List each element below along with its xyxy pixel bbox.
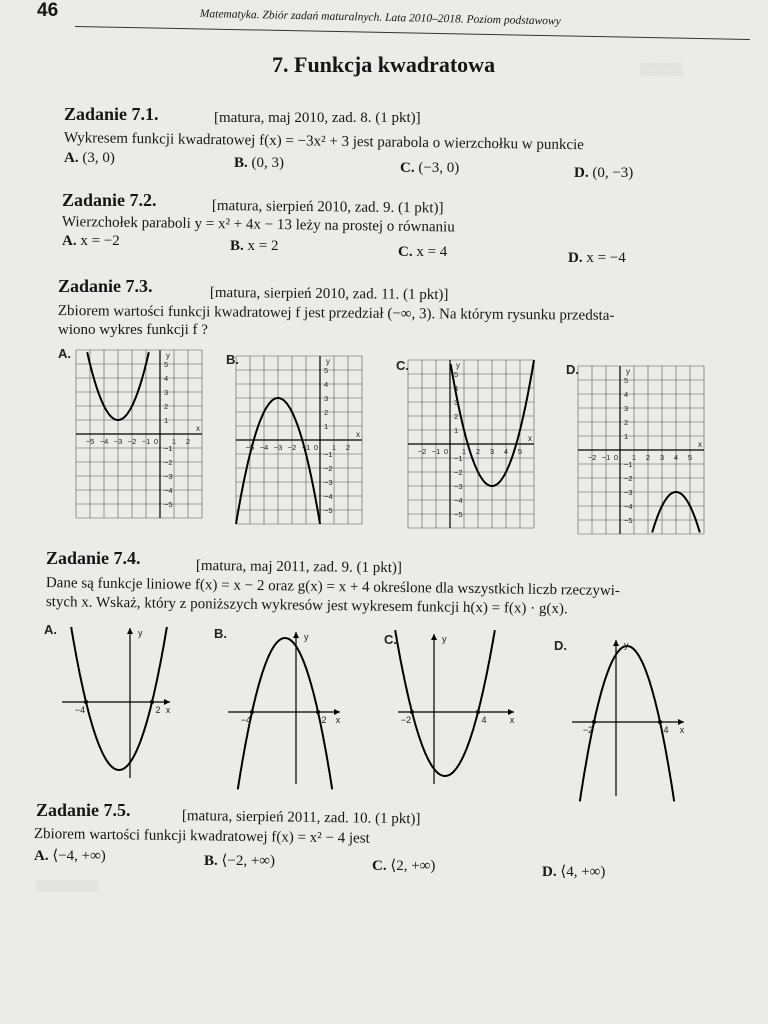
graph-letter: C.: [396, 358, 409, 373]
y-tick-label: 4: [454, 384, 459, 393]
x-tick-label: −2: [587, 453, 597, 462]
bleed-through-text-bottom: ▒▒▒▒▒▒▒▒: [36, 880, 99, 892]
y-tick-label: 3: [624, 404, 629, 413]
y-tick-label: −3: [454, 482, 463, 491]
y-tick-label: 5: [164, 360, 169, 369]
y-tick-label: −1: [164, 444, 173, 453]
x-tick-label: −3: [273, 443, 283, 452]
y-tick-label: −2: [324, 464, 333, 473]
root-label: −4: [74, 705, 86, 715]
x-axis-label: x: [335, 715, 341, 725]
y-axis-label: y: [456, 361, 460, 370]
x-tick-label: −1: [141, 437, 151, 446]
y-axis-label: y: [304, 632, 309, 642]
root-label: −2: [400, 715, 412, 725]
task-7-1-answer-c: C. (−3, 0): [400, 160, 460, 176]
task-7-3-source: [matura, sierpień 2010, zad. 11. (1 pkt)]: [209, 285, 449, 304]
y-tick-label: 2: [624, 418, 629, 427]
y-tick-label: 5: [324, 366, 329, 375]
graph-letter: B.: [214, 626, 227, 641]
task-7-3-text-line1: Zbiorem wartości funkcji kwadratowej f jest przedział (−∞, 3). Na którym rysunku przedsta-: [57, 303, 615, 324]
y-tick-label: 2: [324, 408, 329, 417]
task-7-1-answer-d: D. (0, −3): [574, 165, 634, 181]
y-tick-label: 1: [324, 422, 329, 431]
task-7-5-text: Zbiorem wartości funkcji kwadratowej f(x) = x² − 4 jest: [33, 826, 370, 847]
page-number: 46: [37, 0, 59, 21]
root-marker: [316, 710, 320, 714]
y-tick-label: −1: [454, 454, 463, 463]
root-marker: [410, 710, 414, 714]
x-tick-label: 2: [185, 437, 191, 446]
root-label: 2: [321, 715, 327, 725]
y-tick-label: −4: [454, 496, 463, 505]
y-axis-label: y: [166, 351, 170, 360]
y-tick-label: −5: [164, 500, 173, 509]
y-tick-label: −4: [624, 502, 633, 511]
x-axis-label: x: [509, 715, 515, 725]
graph-letter: C.: [384, 632, 397, 647]
x-tick-label: −4: [99, 437, 109, 446]
graph-7-4-c: [384, 630, 515, 784]
y-tick-label: −4: [164, 486, 173, 495]
task-7-1-title: Zadanie 7.1.: [64, 104, 159, 124]
task-7-1-text: Wykresem funkcji kwadratowej f(x) = −3x² + 3 jest parabola o wierzchołku w punkcie: [63, 130, 585, 154]
y-axis-arrow: [293, 632, 299, 638]
y-axis-arrow: [613, 640, 619, 646]
y-axis-label: y: [326, 357, 330, 366]
x-axis-label: x: [698, 440, 702, 449]
root-marker: [250, 710, 254, 714]
x-axis-label: x: [528, 434, 532, 443]
y-axis-label: y: [442, 634, 447, 644]
y-tick-label: 2: [164, 402, 169, 411]
y-tick-label: 1: [164, 416, 169, 425]
task-7-1-answer-a: A. (3, 0): [64, 150, 115, 166]
root-label: −2: [582, 725, 594, 735]
y-tick-label: 1: [454, 426, 459, 435]
y-tick-label: −3: [164, 472, 173, 481]
x-axis-label: x: [165, 705, 171, 715]
task-7-5-answer-d: D. ⟨4, +∞): [542, 864, 606, 880]
x-tick-label: 4: [673, 453, 679, 462]
root-marker: [592, 720, 596, 724]
y-tick-label: 3: [454, 398, 459, 407]
graph-7-4-b: [214, 626, 341, 789]
root-marker: [658, 720, 662, 724]
y-tick-label: 3: [324, 394, 329, 403]
root-label: 4: [663, 725, 669, 735]
task-7-1-source: [matura, maj 2010, zad. 8. (1 pkt)]: [214, 110, 421, 126]
x-tick-label: 0: [443, 447, 449, 456]
y-tick-label: −5: [324, 506, 333, 515]
y-axis-label: y: [138, 628, 143, 638]
task-7-1-answer-b: B. (0, 3): [234, 155, 285, 171]
root-label: 2: [155, 705, 161, 715]
task-7-2-source: [matura, sierpień 2010, zad. 9. (1 pkt)]: [211, 198, 444, 217]
y-tick-label: −1: [324, 450, 333, 459]
task-7-4-source: [matura, maj 2011, zad. 9. (1 pkt)]: [195, 558, 403, 577]
y-tick-label: −4: [324, 492, 333, 501]
y-axis-label: y: [624, 640, 629, 650]
root-label: 4: [481, 715, 487, 725]
chapter-title: 7. Funkcja kwadratowa: [272, 52, 496, 77]
graph-letter: D.: [566, 362, 579, 377]
x-tick-label: 1: [171, 437, 177, 446]
book-title: Matematyka. Zbiór zadań maturalnych. Lata 2010–2018. Poziom podstawowy: [199, 8, 561, 28]
x-tick-label: −2: [287, 443, 297, 452]
x-tick-label: 0: [313, 443, 319, 452]
task-7-2-answer-d: D. x = −4: [568, 250, 626, 266]
task-7-5-title: Zadanie 7.5.: [36, 800, 131, 820]
task-7-5-answer-b: B. ⟨−2, +∞): [204, 853, 275, 869]
graph-letter: A.: [58, 346, 71, 361]
task-7-4-text-line1: Dane są funkcje liniowe f(x) = x − 2 oraz g(x) = x + 4 określone dla wszystkich liczb rzeczywi-: [45, 575, 621, 600]
task-7-2-answer-a: A. x = −2: [62, 233, 120, 249]
x-axis-label: x: [679, 725, 685, 735]
x-tick-label: 4: [503, 447, 509, 456]
x-tick-label: 5: [517, 447, 523, 456]
graph-letter: B.: [226, 352, 239, 367]
y-tick-label: −5: [454, 510, 463, 519]
y-tick-label: 1: [624, 432, 629, 441]
y-tick-label: 2: [454, 412, 459, 421]
y-tick-label: −3: [624, 488, 633, 497]
x-tick-label: −1: [601, 453, 611, 462]
y-axis-arrow: [431, 634, 437, 640]
y-tick-label: 4: [164, 374, 169, 383]
x-tick-label: −1: [301, 443, 311, 452]
y-tick-label: 3: [164, 388, 169, 397]
task-7-2-answer-c: C. x = 4: [398, 244, 448, 260]
x-tick-label: −5: [245, 443, 255, 452]
x-tick-label: −2: [127, 437, 137, 446]
root-marker: [84, 700, 88, 704]
task-7-4-text-line2: stych x. Wskaż, który z poniższych wykresów jest wykresem funkcji h(x) = f(x) · g(x).: [45, 594, 568, 618]
graph-letter: A.: [44, 622, 57, 637]
task-7-5-source: [matura, sierpień 2011, zad. 10. (1 pkt)]: [181, 808, 421, 828]
task-7-2-title: Zadanie 7.2.: [62, 190, 157, 210]
x-tick-label: 2: [345, 443, 351, 452]
x-tick-label: 1: [331, 443, 337, 452]
x-tick-label: 1: [631, 453, 637, 462]
graph-7-4-a: [44, 622, 171, 778]
root-marker: [476, 710, 480, 714]
y-tick-label: 4: [624, 390, 629, 399]
x-tick-label: 5: [687, 453, 693, 462]
task-7-2-answer-b: B. x = 2: [230, 238, 279, 254]
x-tick-label: −2: [417, 447, 427, 456]
x-tick-label: 2: [475, 447, 481, 456]
y-tick-label: −5: [624, 516, 633, 525]
x-tick-label: 1: [461, 447, 467, 456]
y-tick-label: −2: [454, 468, 463, 477]
y-tick-label: 5: [454, 370, 459, 379]
y-tick-label: −3: [324, 478, 333, 487]
task-7-5-answer-c: C. ⟨2, +∞): [372, 858, 436, 874]
x-tick-label: 0: [613, 453, 619, 462]
x-tick-label: 3: [659, 453, 665, 462]
graph-7-4-d: [554, 638, 685, 801]
x-tick-label: 2: [645, 453, 651, 462]
x-tick-label: −4: [259, 443, 269, 452]
graph-letter: D.: [554, 638, 567, 653]
root-label: −4: [240, 715, 252, 725]
task-7-5-answer-a: A. ⟨−4, +∞): [34, 848, 106, 864]
x-tick-label: −3: [113, 437, 123, 446]
x-tick-label: 0: [153, 437, 159, 446]
parabola-curve: [395, 630, 495, 776]
y-tick-label: −2: [164, 458, 173, 467]
root-marker: [150, 700, 154, 704]
parabola-curve: [71, 627, 167, 770]
task-7-3-title: Zadanie 7.3.: [58, 276, 153, 296]
y-axis-arrow: [127, 628, 133, 634]
x-tick-label: 3: [489, 447, 495, 456]
task-7-4-title: Zadanie 7.4.: [46, 548, 141, 568]
x-axis-label: x: [356, 430, 360, 439]
y-tick-label: −1: [624, 460, 633, 469]
y-axis-label: y: [626, 367, 630, 376]
y-tick-label: 5: [624, 376, 629, 385]
x-axis-label: x: [196, 424, 200, 433]
bleed-through-text: ▒▒▒▒▒: [640, 62, 683, 76]
task-7-2-text: Wierzchołek paraboli y = x² + 4x − 13 leży na prostej o równaniu: [61, 214, 455, 236]
x-tick-label: −5: [85, 437, 95, 446]
x-tick-label: −1: [431, 447, 441, 456]
y-tick-label: −2: [624, 474, 633, 483]
task-7-3-text-line2: wiono wykres funkcji f ?: [58, 322, 208, 338]
y-tick-label: 4: [324, 380, 329, 389]
